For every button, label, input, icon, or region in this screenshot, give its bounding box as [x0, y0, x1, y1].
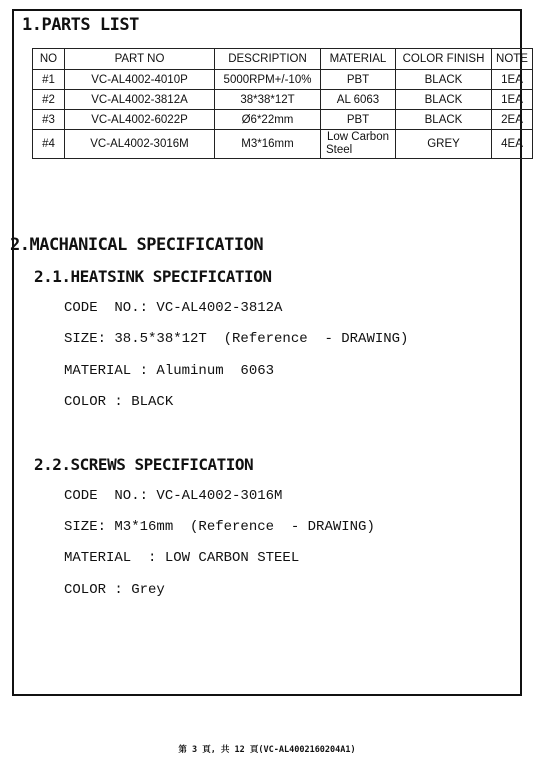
header-description: DESCRIPTION — [215, 49, 321, 70]
material-line-1: Low Carbon — [326, 131, 389, 143]
header-material: MATERIAL — [321, 49, 396, 70]
cell-note: 4EA — [492, 130, 533, 159]
cell-part-no: VC-AL4002-4010P — [65, 70, 215, 90]
header-no: NO — [33, 49, 65, 70]
table-row — [33, 110, 533, 130]
heatsink-material: MATERIAL : Aluminum 6063 — [64, 363, 275, 379]
cell-note: 1EA — [492, 90, 533, 110]
cell-color: BLACK — [396, 110, 492, 130]
heatsink-size: SIZE: 38.5*38*12T (Reference - DRAWING) — [64, 331, 409, 347]
screws-code: CODE NO.: VC-AL4002-3016M — [64, 488, 283, 504]
cell-no: #1 — [33, 70, 65, 90]
cell-color: BLACK — [396, 70, 492, 90]
material-line-2: Steel — [326, 144, 353, 156]
screws-material: MATERIAL : LOW CARBON STEEL — [64, 550, 300, 566]
screws-size: SIZE: M3*16mm (Reference - DRAWING) — [64, 519, 375, 535]
cell-description: Ø6*22mm — [215, 110, 321, 130]
section-2-title: 2.MACHANICAL SPECIFICATION — [10, 235, 264, 255]
cell-description: M3*16mm — [215, 130, 321, 159]
header-note: NOTE — [492, 49, 533, 70]
table-row — [33, 70, 533, 90]
screws-spec-title: 2.2.SCREWS SPECIFICATION — [34, 455, 254, 474]
page-footer: 第 3 頁, 共 12 頁(VC-AL4002160204A1) — [178, 745, 356, 755]
cell-note: 2EA — [492, 110, 533, 130]
cell-part-no: VC-AL4002-6022P — [65, 110, 215, 130]
parts-table — [32, 48, 533, 159]
cell-description: 38*38*12T — [215, 90, 321, 110]
cell-no: #4 — [33, 130, 65, 159]
table-row — [33, 90, 533, 110]
cell-material: AL 6063 — [321, 90, 396, 110]
cell-part-no: VC-AL4002-3016M — [65, 130, 215, 159]
section-1-title: 1.PARTS LIST — [22, 15, 139, 35]
cell-description: 5000RPM+/-10% — [215, 70, 321, 90]
screws-color: COLOR : Grey — [64, 582, 165, 598]
header-color-finish: COLOR FINISH — [396, 49, 492, 70]
cell-color: GREY — [396, 130, 492, 159]
cell-material: PBT — [321, 110, 396, 130]
cell-material: PBT — [321, 70, 396, 90]
cell-color: BLACK — [396, 90, 492, 110]
cell-material — [321, 130, 396, 159]
header-part-no: PART NO — [65, 49, 215, 70]
parts-table-header-row — [33, 49, 533, 70]
heatsink-code: CODE NO.: VC-AL4002-3812A — [64, 300, 283, 316]
heatsink-color: COLOR : BLACK — [64, 394, 174, 410]
table-row — [33, 130, 533, 159]
cell-part-no: VC-AL4002-3812A — [65, 90, 215, 110]
cell-no: #3 — [33, 110, 65, 130]
cell-no: #2 — [33, 90, 65, 110]
heatsink-spec-title: 2.1.HEATSINK SPECIFICATION — [34, 267, 272, 286]
cell-note: 1EA — [492, 70, 533, 90]
